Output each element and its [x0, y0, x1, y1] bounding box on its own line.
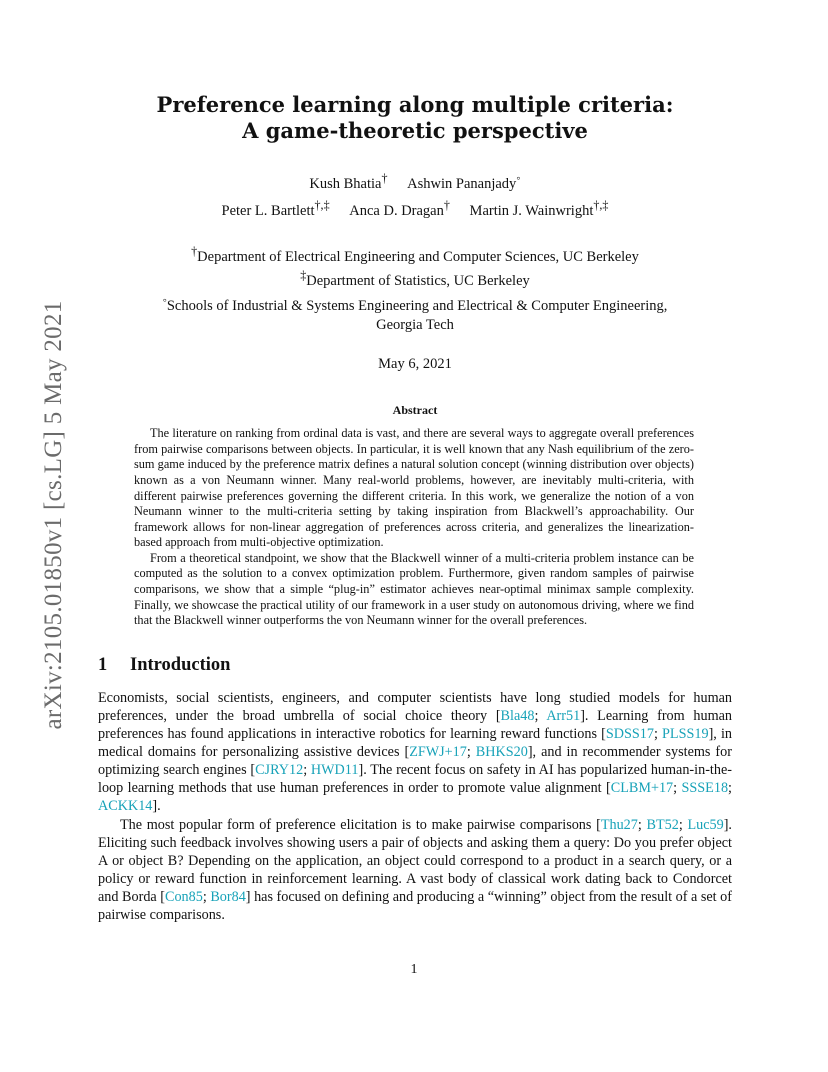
citation-link[interactable]: Arr51 — [546, 707, 581, 724]
citation-link[interactable]: BT52 — [646, 816, 679, 833]
abstract-paragraph: From a theoretical standpoint, we show that the Blackwell winner of a multi-criteria problem instance can be computed as the solution to a convex optimization problem. Furthermore, given random samples of pairwise comparisons, we show that a simple “plug-in” estimator achieves near-optimal minimax sample complexity. Finally, we showcase the practical utility of our framework in a user study on autonomous driving, where we find that the Blackwell winner outperforms the von Neumann winner for the overall preferences. — [134, 550, 694, 628]
author: Kush Bhatia† — [309, 171, 388, 192]
section-heading — [98, 655, 732, 676]
citation-link[interactable]: ZFWJ+17 — [409, 744, 467, 761]
abstract-body — [134, 426, 694, 629]
citation-link[interactable]: Luc59 — [687, 816, 724, 833]
citation-link[interactable]: HWD11 — [310, 762, 359, 779]
affiliations — [98, 242, 732, 335]
affiliation: †Department of Electrical Engineering and Computer Sciences, UC Berkeley — [191, 243, 639, 265]
citation-link[interactable]: SSSE18 — [681, 780, 729, 797]
body-paragraph: Economists, social scientists, engineers, and computer scientists have long studied models for human preferences, under the broad umbrella of social choice theory [Bla48; Arr51]. Learning from human preferences has found applications in interactive robotics for learning reward functions [SDSS17; PLSS19], in medical domains for personalizing assistive devices [ZFWJ+17; BHKS20], and in recommender systems for optimizing search engines [CJRY12; HWD11]. The recent focus on safety in AI has popularized human-in-the-loop learning methods that use human preferences in order to promote value alignment [CLBM+17; SSSE18; ACKK14]. — [98, 689, 732, 815]
section-number: 1 — [98, 654, 108, 675]
page-number: 1 — [410, 962, 418, 977]
title-line-1: Preference learning along multiple criteria: — [156, 92, 674, 117]
citation-link[interactable]: CJRY12 — [255, 762, 304, 779]
paper-title — [98, 92, 732, 144]
affiliation: ◦Schools of Industrial & Systems Engineering and Electrical & Computer Engineering, — [162, 293, 668, 315]
section-title: Introduction — [130, 654, 231, 675]
author: Martin J. Wainwright†,‡ — [469, 197, 609, 219]
citation-link[interactable]: SDSS17 — [605, 726, 654, 743]
arxiv-sidebar-stamp — [36, 285, 72, 745]
author: Peter L. Bartlett†,‡ — [221, 197, 330, 219]
paper-date: May 6, 2021 — [378, 356, 452, 373]
author: Ashwin Pananjady◦ — [407, 171, 521, 192]
arxiv-identifier: arXiv:2105.01850v1 [cs.LG] 5 May 2021 — [40, 300, 67, 730]
author: Anca D. Dragan† — [349, 197, 450, 219]
citation-link[interactable]: BHKS20 — [475, 744, 528, 761]
intro-body — [98, 689, 732, 924]
citation-link[interactable]: CLBM+17 — [610, 780, 674, 797]
affiliation: ‡Department of Statistics, UC Berkeley — [300, 268, 530, 290]
citation-link[interactable]: Bla48 — [500, 707, 535, 724]
author-list — [98, 168, 732, 222]
abstract-paragraph: The literature on ranking from ordinal data is vast, and there are several ways to aggregate overall preferences from pairwise comparisons between objects. In particular, it is well known that any Nash equilibrium of the zero-sum game induced by the preference matrix defines a natural solution concept (winning distribution over objects) known as a von Neumann winner. Many real-world problems, however, are inevitably multi-criteria, with different pairwise preferences governing the different criteria. In this work, we generalize the notion of a von Neumann winner to the multi-criteria setting by taking inspiration from Blackwell’s approachability. Our framework allows for non-linear aggregation of preferences across criteria, and generalizes the linearization-based approach from multi-objective optimization. — [134, 426, 694, 550]
citation-link[interactable]: Thu27 — [600, 816, 638, 833]
affiliation: Georgia Tech — [376, 317, 454, 334]
abstract-heading: Abstract — [392, 403, 438, 418]
paper-page — [98, 0, 732, 924]
citation-link[interactable]: Bor84 — [210, 888, 246, 905]
body-paragraph: The most popular form of preference elicitation is to make pairwise comparisons [Thu27; BT52; Luc59]. Eliciting such feedback involves showing users a pair of objects and asking them a query: Do you prefer object A or object B? Depending on the application, an object could correspond to a product in a search query, or a policy or reward function in reinforcement learning. A vast body of classical work dating back to Condorcet and Borda [Con85; Bor84] has focused on defining and producing a “winning” object from the result of a set of pairwise comparisons. — [98, 816, 732, 923]
citation-link[interactable]: ACKK14 — [98, 798, 153, 815]
title-line-2: A game-theoretic perspective — [242, 118, 588, 143]
citation-link[interactable]: Con85 — [164, 888, 203, 905]
citation-link[interactable]: PLSS19 — [662, 726, 709, 743]
